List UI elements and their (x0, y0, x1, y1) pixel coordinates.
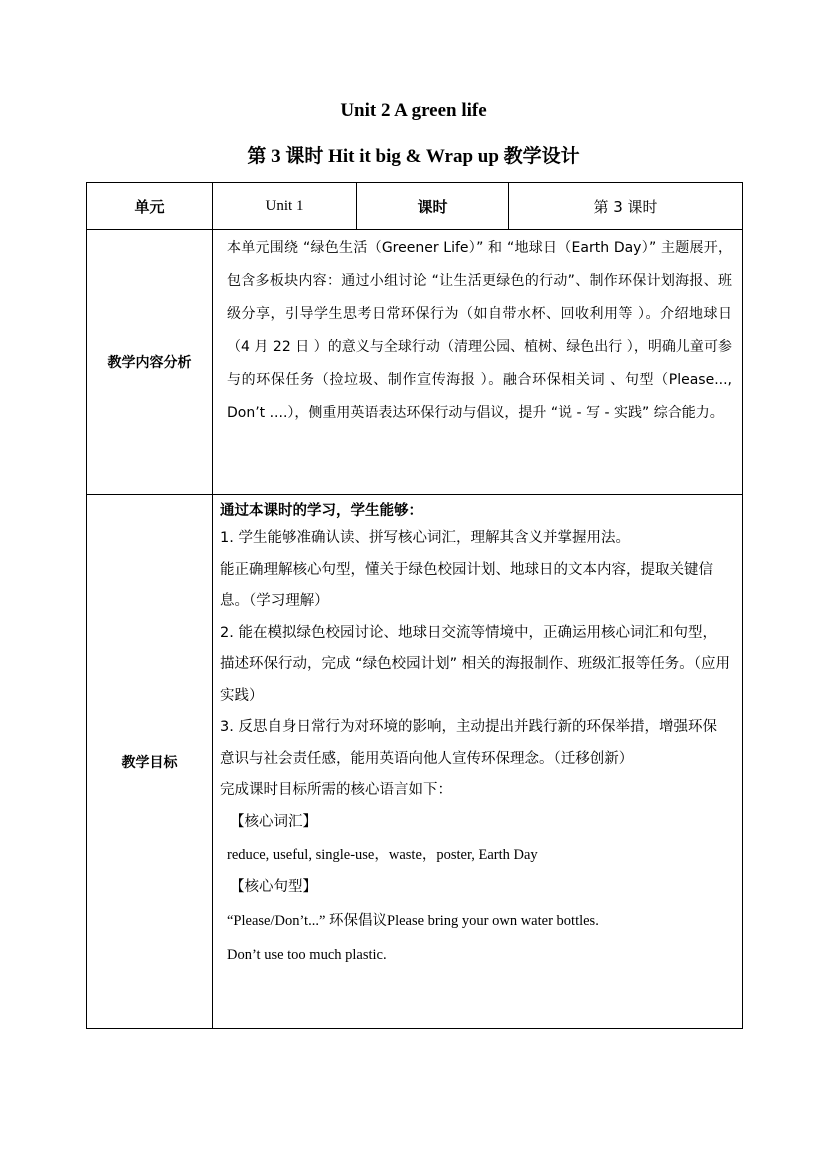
goals-intro: 通过本课时的学习，学生能够： (220, 503, 423, 519)
vocab-heading: 【核心词汇】 (230, 813, 317, 830)
period-value-cell: 第 3 课时 (509, 183, 743, 230)
goal-item-1b: 能正确理解核心句型，懂关于绿色校园计划、地球日的文本内容，提取关键信息。（学习理解） (220, 561, 713, 609)
goals-content-cell (213, 495, 743, 1029)
vocab-list: reduce, useful, single-use，waste，poster, Earth Day (227, 847, 538, 863)
goal-item-3: 3. 反思自身日常行为对环境的影响，主动提出并践行新的环保举措，增强环保意识与社会责任感，能用英语向他人宣传环保理念。（迁移创新） (220, 719, 717, 767)
period-label-cell: 课时 (357, 183, 509, 230)
goal-item-1a: 1. 学生能够准确认读、拼写核心词汇，理解其含义并掌握用法。 (220, 530, 630, 546)
unit-value-cell: Unit 1 (213, 183, 357, 230)
analysis-row (87, 230, 743, 495)
document-title: Unit 2 A green life (340, 100, 487, 121)
goal-item-2: 2. 能在模拟绿色校园讨论、地球日交流等情境中，正确运用核心词汇和句型，描述环保行动，完成 “绿色校园计划” 相关的海报制作、班级汇报等任务。（应用实践） (220, 624, 730, 704)
lesson-plan-table (86, 182, 743, 1029)
sentence-pattern-1: “Please/Don’t...” 环保倡议Please bring your own water bottles. (227, 912, 599, 929)
document-subtitle: 第 3 课时 Hit it big & Wrap up 教学设计 (247, 146, 580, 167)
goals-row (87, 495, 743, 1029)
analysis-content-cell (213, 230, 743, 495)
analysis-text: 本单元围绕 “绿色生活（Greener Life）” 和 “地球日（Earth Day）” 主题展开，包含多板块内容：通过小组讨论 “让生活更绿色的行动”、制作环保计划海报、班级分享，引导学生思考日常环保行为（如自带水杯、回收利用等 ）。介绍地球日（4 月 22 日 ）的意义与全球行动（清理公园、植树、绿色出行 ），明确儿童可参与的环保任务（捡垃圾、制作宣传海报 ）。融合环保相关词 、句型（Please..., Don’t ....），侧重用英语表达环保行动与倡议，提升 “说 - 写 - 实践” 综合能力。 (227, 240, 732, 421)
header-row (87, 183, 743, 230)
sentence-heading: 【核心句型】 (230, 879, 317, 895)
unit-label-cell: 单元 (87, 183, 213, 230)
goals-label-cell: 教学目标 (87, 495, 213, 1029)
sentence-pattern-2: Don’t use too much plastic. (227, 946, 387, 963)
analysis-label-cell: 教学内容分析 (87, 230, 213, 495)
core-language-intro: 完成课时目标所需的核心语言如下： (220, 782, 452, 798)
